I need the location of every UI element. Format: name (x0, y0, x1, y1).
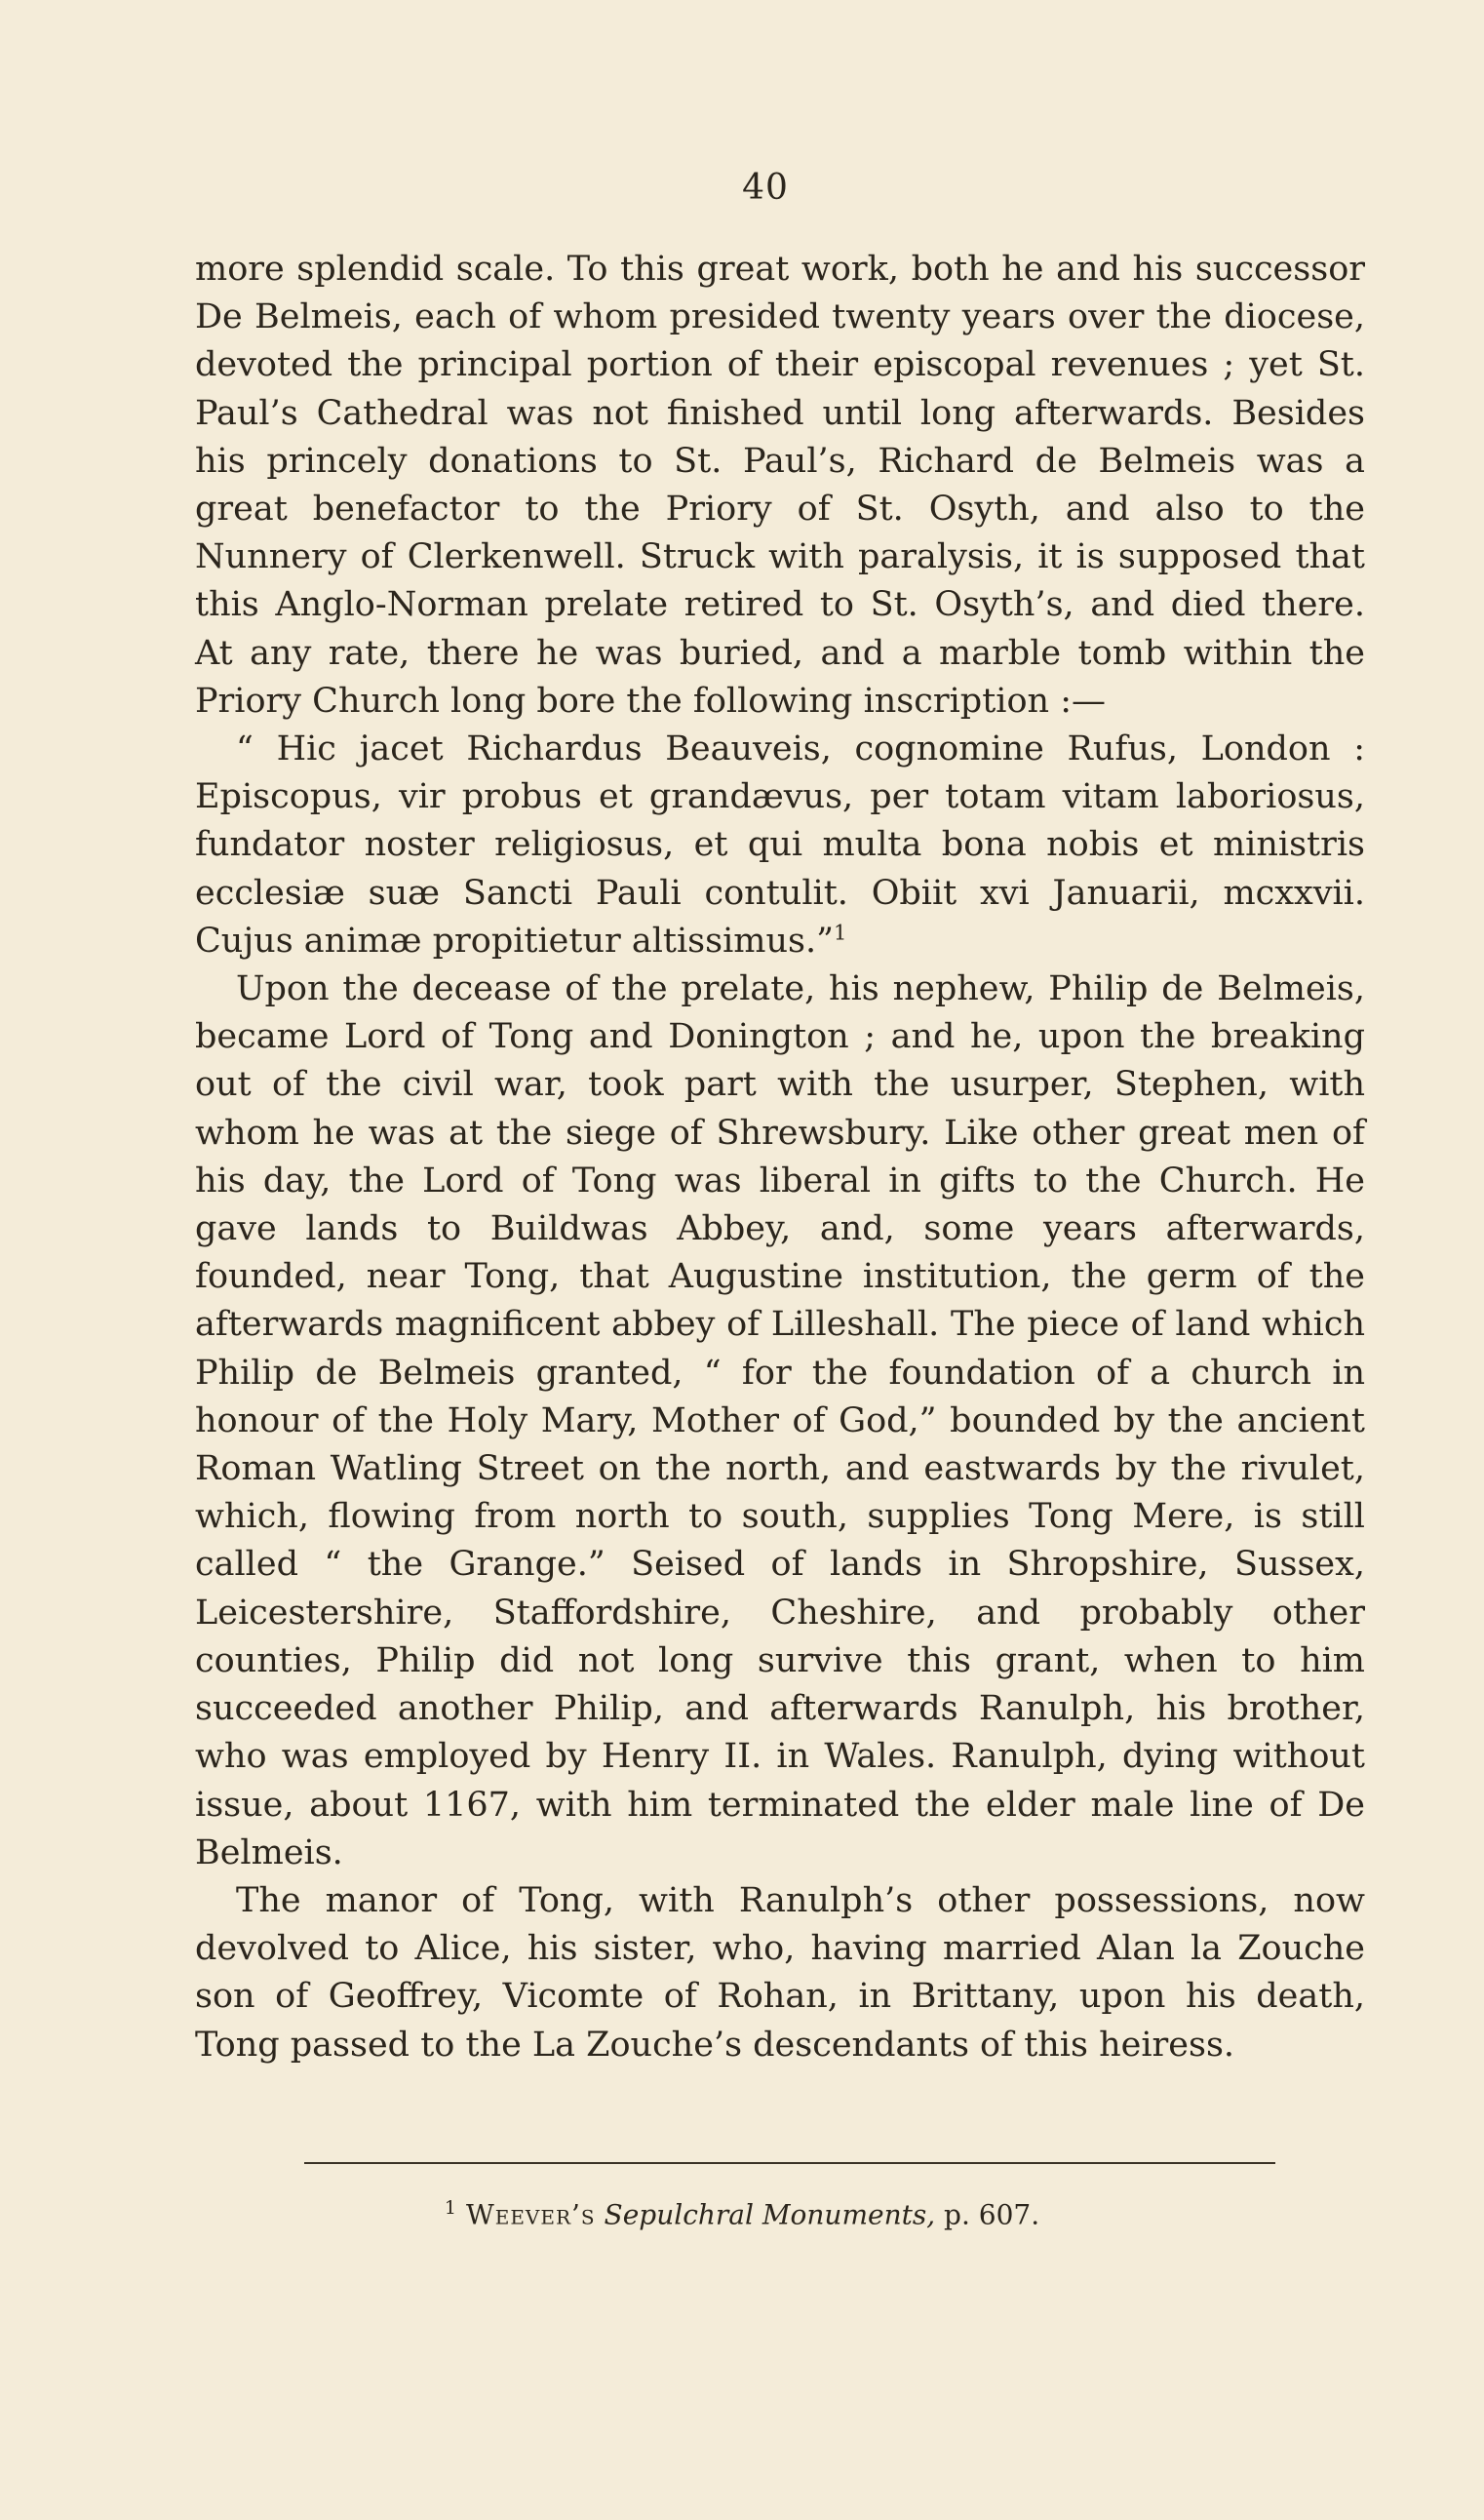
footnote-divider (304, 2162, 1275, 2164)
footnote-marker: 1 (444, 2197, 456, 2219)
paragraph-3: Upon the decease of the prelate, his nephew, Philip de Belmeis, became Lord of Tong and Donington ; and he, upon the breaking out of the civil war, took part with the usurper, Stephen, with whom he was at the siege of Shrewsbury. Like other great men of his day, the Lord of Tong was liberal in gifts to the Church. He gave lands to Buildwas Abbey, and, some years afterwards, founded, near Tong, that Augustine institution, the germ of the afterwards magnificent abbey of Lilleshall. The piece of land which Philip de Belmeis granted, “ for the foundation of a church in honour of the Holy Mary, Mother of God,” bounded by the ancient Roman Watling Street on the north, and eastwards by the rivulet, which, flowing from north to south, supplies Tong Mere, is still called “ the Grange.” Seised of lands in Shropshire, Sussex, Leicestershire, Staffordshire, Cheshire, and probably other counties, Philip did not long survive this grant, when to him succeeded another Philip, and afterwards Ranulph, his brother, who was employed by Henry II. in Wales. Ranulph, dying without issue, about 1167, with him terminated the elder male line of De Belmeis. (195, 969, 1365, 1872)
footnote-title: Sepulchral Monuments, (604, 2198, 936, 2231)
body-text (195, 246, 1365, 2069)
footnote (0, 2197, 1484, 2230)
footnote-reference: 1 (834, 921, 847, 945)
footnote-author: Weever’s (465, 2198, 596, 2231)
paragraph-1: more splendid scale. To this great work, both he and his successor De Belmeis, each of whom presided twenty years over the diocese, devoted the principal portion of their episcopal revenues ; yet St. Paul’s Cathedral was not finished until long afterwards. Besides his princely donations to St. Paul’s, Richard de Belmeis was a great benefactor to the Priory of St. Osyth, and also to the Nunnery of Clerkenwell. Struck with paralysis, it is supposed that this Anglo-Norman prelate retired to St. Osyth’s, and died there. At any rate, there he was buried, and a marble tomb within the Priory Church long bore the following inscription :— (195, 250, 1365, 721)
footnote-page: p. 607. (944, 2198, 1040, 2231)
inscription-text: “ Hic jacet Richardus Beauveis, cognomine Rufus, London : Episcopus, vir probus et grandævus, per totam vitam laboriosus, fundator noster religiosus, et qui multa bona nobis et ministris ecclesiæ suæ Sancti Pauli contulit. Obiit xvi Januarii, mcxxvii. Cujus animæ propitietur altissimus.” (195, 729, 1365, 961)
paragraph-4: The manor of Tong, with Ranulph’s other possessions, now devolved to Alice, his sister, who, having married Alan la Zouche son of Geoffrey, Vicomte of Rohan, in Brittany, upon his death, Tong passed to the La Zouche’s descendants of this heiress. (195, 1880, 1365, 2065)
page-number: 40 (742, 168, 789, 208)
inscription-quote (195, 726, 1365, 965)
